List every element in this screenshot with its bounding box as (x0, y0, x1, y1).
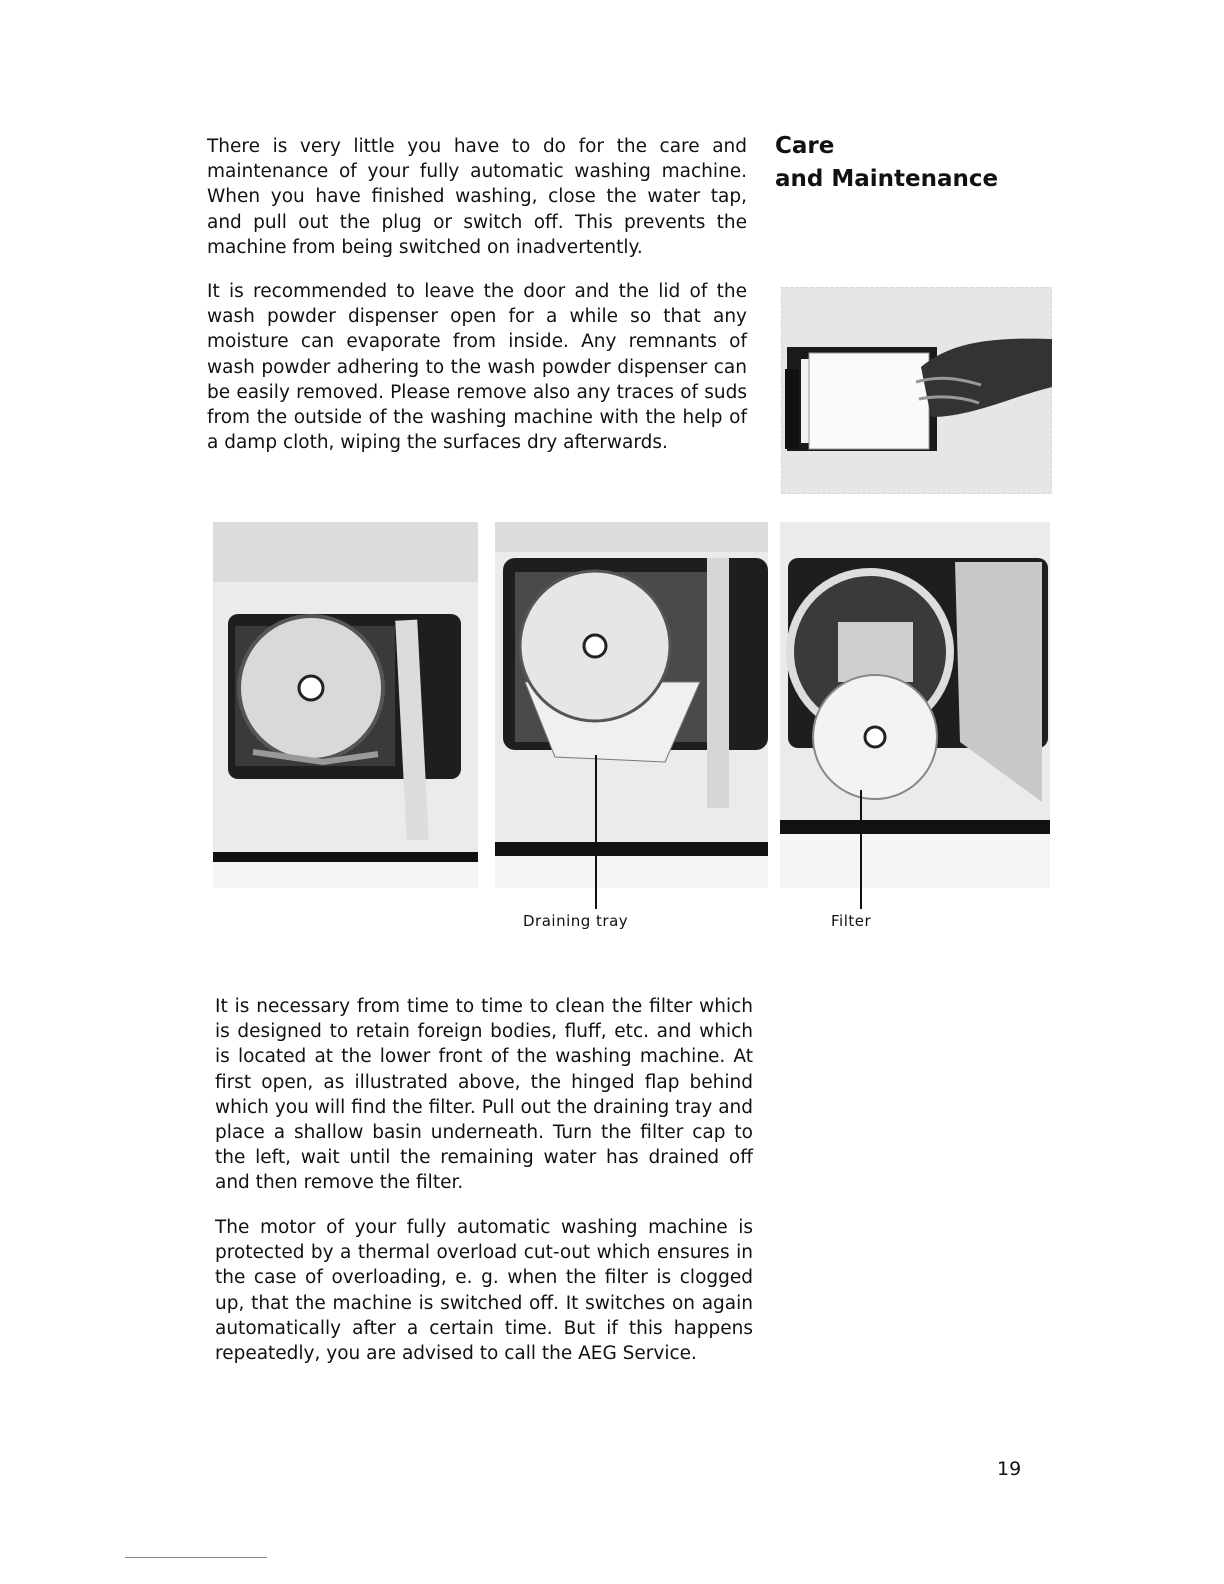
section-heading-line2: and Maintenance (775, 166, 999, 192)
page-number: 19 (997, 1458, 1022, 1480)
filter-leader-line (860, 790, 862, 909)
draining-tray-leader-line (595, 755, 597, 909)
draining-tray-photo (495, 522, 768, 888)
filter-flap-photo (213, 522, 478, 888)
filter-cleaning-paragraph: It is necessary from time to time to clean the filter which is designed to retain foreign bodies, fluff, etc. and which is located at the lower front of the washing machine. At first open, as illustrated above, the hinged flap behind which you will find the filter. Pull out the draining tray and place a shallow basin underneath. Turn the filter cap to the left, wait until the remaining water has drained off and then remove the filter. (215, 996, 753, 1194)
footer-divider (125, 1557, 267, 1558)
section-heading-line1: Care (775, 133, 835, 159)
filter-caption: Filter (831, 912, 872, 930)
draining-tray-caption: Draining tray (523, 912, 629, 930)
dispenser-care-paragraph: It is recommended to leave the door and the lid of the wash powder dispenser open for a while so that any moisture can evaporate from inside. Any remnants of wash powder adhering to the wash powder dispenser can be easily removed. Please remove also any traces of suds from the outside of the washing machine with the help of a damp cloth, wiping the surfaces dry afterwards. (207, 281, 747, 454)
powder-dispenser-photo (781, 287, 1052, 494)
motor-protection-paragraph: The motor of your fully automatic washing machine is protected by a thermal overload cut-out which ensures in the case of overloading, e. g. when the filter is clogged up, that the machine is switched off. It switches on again automatically after a certain time. But if this happens repeatedly, you are advised to call the AEG Service. (215, 1217, 753, 1365)
filter-photo (780, 522, 1050, 888)
intro-paragraph: There is very little you have to do for the care and maintenance of your fully automatic washing machine. When you have finished washing, close the water tap, and pull out the plug or switch off. This prevents the machine from being switched on inadvertently. (207, 136, 747, 258)
